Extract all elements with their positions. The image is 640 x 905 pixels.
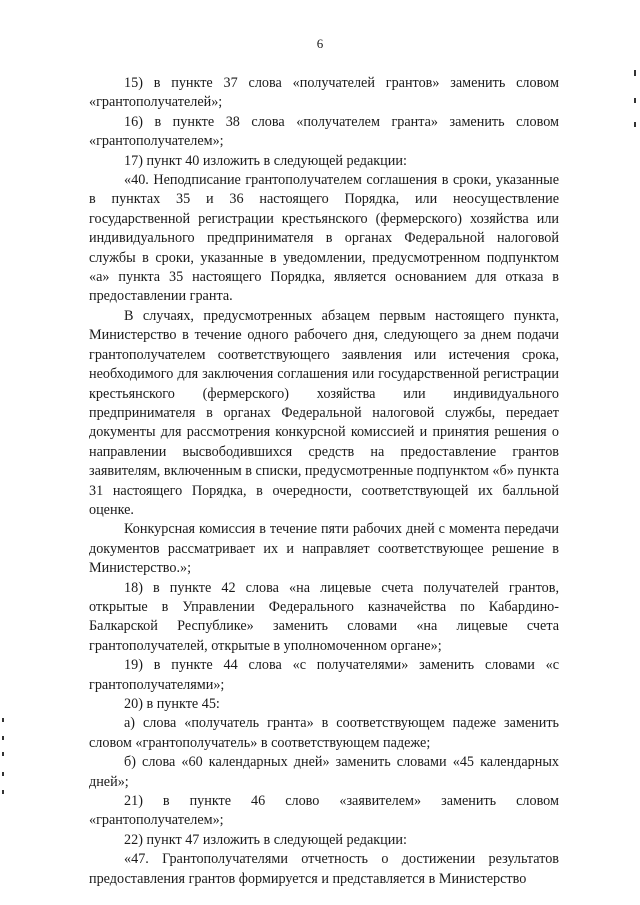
paragraph-point-40-cases: В случаях, предусмотренных абзацем первым настоящего пункта, Министерство в течение одного рабочего дня, следующего за днем подачи грантополучателем соответствующего заявления или истечения срока, необходимого для заключения соглашения или государственной регистрации крестьянского (фермерского) хозяйства или индивидуального предпринимателя в органах Федеральной налоговой службы, передает документы для рассмотрения конкурсной комиссией и принятия решения о направлении высвободившихся средств на предоставление грантов заявителям, включенным в списки, предусмотренные подпунктом «б» пункта 31 настоящего Порядка, в очередности, соответствующей их балльной оценке.: [89, 307, 559, 518]
scan-mark: [2, 752, 4, 756]
paragraph-item-17: 17) пункт 40 изложить в следующей редакции:: [124, 152, 407, 169]
paragraph-item-18: 18) в пункте 42 слова «на лицевые счета получателей грантов, открытые в Управлении Федерального казначейства по Кабардино-Балкарской Республике» заменить словами «на лицевые счета грантополучателей, открытые в уполномоченном органе»;: [89, 579, 559, 654]
paragraph-point-40-text: «40. Неподписание грантополучателем соглашения в сроки, указанные в пунктах 35 и 36 настоящего Порядка, или неосуществление государственной регистрации крестьянского (фермерского) хозяйства или индивидуального предпринимателя в органах Федеральной налоговой службы в сроки, указанные в уведомлении, предусмотренном подпунктом «а» пункта 35 настоящего Порядка, является основанием для отказа в предоставлении гранта.: [89, 172, 559, 305]
scan-mark: [2, 790, 4, 794]
paragraph-point-40-commission: Конкурсная комиссия в течение пяти рабочих дней с момента передачи документов рассматривает их и направляет соответствующее решение в Министерство.»;: [89, 521, 559, 577]
paragraph-item-20: 20) в пункте 45:: [124, 696, 220, 712]
document-body: [89, 74, 559, 889]
scan-mark: [634, 70, 636, 76]
paragraph-item-16: 16) в пункте 38 слова «получателем гранта» заменить словом «грантополучателем»;: [89, 113, 559, 150]
scan-mark: [2, 772, 4, 776]
paragraph-item-21: 21) в пункте 46 слово «заявителем» заменить словом «грантополучателем»;: [89, 793, 559, 829]
paragraph-item-19: 19) в пункте 44 слова «с получателями» заменить словами «с грантополучателями»;: [89, 657, 559, 693]
paragraph-item-22: 22) пункт 47 изложить в следующей редакции:: [124, 831, 407, 848]
scan-mark: [2, 718, 4, 722]
paragraph-item-15: 15) в пункте 37 слова «получателей грантов» заменить словом «грантополучателей»;: [89, 75, 559, 111]
scan-mark: [2, 736, 4, 740]
paragraph-item-20-b: б) слова «60 календарных дней» заменить словами «45 календарных дней»;: [89, 754, 559, 790]
paragraph-point-47-text: «47. Грантополучателями отчетность о достижении результатов предоставления грантов формируется и представляется в Министерство: [89, 851, 559, 887]
scan-mark: [634, 98, 636, 103]
paragraph-item-20-a: а) слова «получатель гранта» в соответствующем падеже заменить словом «грантополучатель» в соответствующем падеже;: [89, 715, 559, 751]
page-number: 6: [316, 36, 324, 51]
scan-mark: [634, 122, 636, 127]
